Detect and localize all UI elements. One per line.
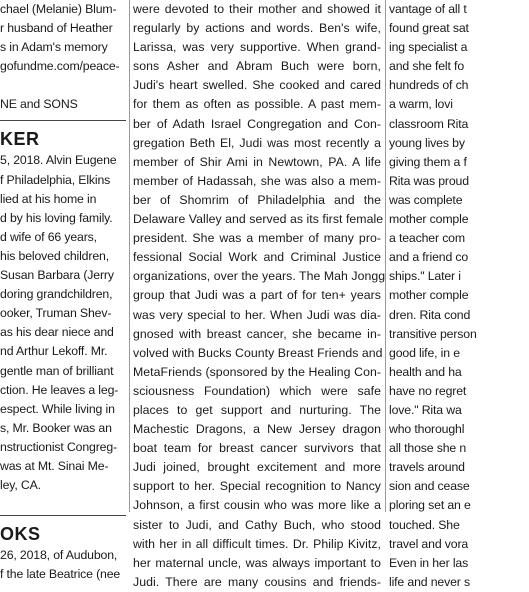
- left-column: [0, 0, 126, 584]
- text-line: dren. Rita cond: [389, 307, 471, 322]
- obituary-body-brooks: [0, 546, 126, 584]
- text-line: touched. She: [389, 517, 460, 532]
- text-line: d wife of 66 years,: [0, 229, 97, 244]
- text-line: Judi joined, brought excitement and more: [133, 460, 381, 475]
- text-line: Susan Barbara (Jerry: [0, 268, 114, 283]
- text-line: Larissa, was very supportive. When grand-: [133, 40, 381, 55]
- text-line: 26, 2018, of Audubon,: [0, 548, 118, 563]
- text-line: ber of Adath Israel Congregation and Con-: [133, 116, 381, 131]
- text-line: 5, 2018. Alvin Eugene: [0, 153, 117, 168]
- text-line: vantage of all t: [389, 2, 467, 16]
- text-line: gnosed with breast cancer, she became in-: [133, 326, 381, 341]
- text-line: found great sat: [389, 21, 469, 36]
- text-line: as his dear niece and: [0, 325, 114, 340]
- text-line: who thoroughl: [389, 422, 465, 437]
- text-line: places to get support and nurturing. The: [133, 402, 381, 417]
- text-line: gregation Beth El, Judi was most recently a: [133, 135, 381, 150]
- text-line: nstructionist Congreg-: [0, 439, 117, 454]
- text-line: sons Asher and Abram Buch were born,: [133, 59, 381, 74]
- text-line: love." Rita wa: [389, 402, 462, 417]
- text-line: gofundme.com/peace-: [0, 59, 120, 74]
- text-line: hundreds of ch: [389, 78, 469, 93]
- text-line: travel and vora: [389, 536, 469, 551]
- middle-column: [133, 0, 386, 592]
- text-line: for them as often as possible. A past mem-: [133, 97, 381, 112]
- text-line: fessional Social Work and Criminal Justice: [133, 250, 381, 265]
- text-line: travels around: [389, 460, 465, 475]
- text-line: her maternal uncle, was always important to: [133, 555, 381, 570]
- text-line: young lives by: [389, 135, 465, 150]
- text-line: member of Hadassah, she was also a mem-: [133, 173, 381, 188]
- text-line: all those she n: [389, 441, 467, 456]
- text-line: f the late Beatrice (nee: [0, 567, 121, 582]
- obituary-heading-brooks: OKS: [0, 524, 41, 545]
- text-line: sister to Judi, and Cathy Buch, who stood: [133, 517, 381, 532]
- text-line: espect. While living in: [0, 401, 115, 416]
- text-line: Johnson, a first cousin who was more like a: [133, 498, 381, 513]
- text-line: was very special to her. When Judi was dia-: [133, 307, 381, 322]
- text-line: classroom Rita: [389, 116, 469, 131]
- text-line: ley, CA.: [0, 478, 41, 493]
- text-line: and a friend co: [389, 250, 469, 265]
- text-line: f Philadelphia, Elkins: [0, 172, 111, 187]
- obituary-heading-booker: KER: [0, 129, 40, 150]
- text-line: support to her. Special recognition to Nancy: [133, 479, 381, 494]
- right-column: [389, 0, 529, 592]
- text-line: his beloved children,: [0, 248, 109, 263]
- text-line: group that Judi was a part of for ten+ years: [133, 288, 381, 303]
- text-line: chael (Melanie) Blum-: [0, 2, 117, 16]
- text-line: doring grandchildren,: [0, 287, 113, 302]
- text-line: mother comple: [389, 288, 469, 303]
- text-line: and she felt fo: [389, 59, 465, 74]
- text-line: a warm, lovi: [389, 97, 453, 112]
- text-line: Judi. There are many cousins and friends-: [133, 574, 381, 589]
- text-line: with her in all difficult times. Dr. Philip Kivitz,: [133, 536, 381, 551]
- text-line: health and ha: [389, 364, 462, 379]
- text-line: organizations, over the years. The Mah Jongg: [133, 269, 386, 284]
- text-line: MetaFriends (sponsored by the Healing Con-: [133, 364, 381, 379]
- text-line: r husband of Heather: [0, 21, 113, 36]
- text-line: Rita was proud: [389, 173, 469, 188]
- text-line: mother comple: [389, 212, 469, 227]
- text-line: ing specialist a: [389, 40, 468, 55]
- text-line: were devoted to their mother and showed it: [133, 2, 381, 16]
- text-line: boat team for breast cancer survivors that: [133, 441, 381, 456]
- text-line: transitive person: [389, 326, 477, 341]
- text-line: volved with Bucks County Breast Friends and: [133, 345, 383, 360]
- text-line: ploring set an e: [389, 498, 471, 513]
- text-line: ooker, Truman Shev-: [0, 306, 112, 321]
- column-divider-left: [129, 0, 130, 512]
- text-line: have no regret: [389, 383, 467, 398]
- left-top-text: [0, 0, 126, 76]
- section-rule: [0, 120, 126, 121]
- text-line: Even in her las: [389, 555, 469, 570]
- text-line: ber of Shomrim of Philadelphia and the: [133, 192, 381, 207]
- text-line: president. She was a member of many pro-: [133, 231, 381, 246]
- text-line: d by his loving family.: [0, 210, 113, 225]
- funeral-home-credit: NE and SONS: [0, 97, 78, 112]
- text-line: lied at his home in: [0, 191, 97, 206]
- text-line: regularly by actions and words. Ben's wife,: [133, 21, 381, 36]
- text-line: life and never s: [389, 574, 470, 589]
- text-line: Judi's heart swelled. She cooked and cared: [133, 78, 381, 93]
- text-line: gentle man of brilliant: [0, 363, 114, 378]
- text-line: s, Mr. Booker was an: [0, 420, 112, 435]
- section-rule: [0, 515, 126, 516]
- text-line: a teacher com: [389, 231, 465, 246]
- text-line: ction. He leaves a leg-: [0, 382, 119, 397]
- column-divider-right: [385, 0, 386, 512]
- text-line: sciousness Foundation) which were safe: [133, 383, 381, 398]
- text-line: giving them a f: [389, 154, 467, 169]
- text-line: member of Shir Ami in Newtown, PA. A life: [133, 154, 381, 169]
- text-line: nd Arthur Lekoff. Mr.: [0, 344, 108, 359]
- text-line: was at Mt. Sinai Me-: [0, 458, 109, 473]
- text-line: sion and cease: [389, 479, 470, 494]
- spacer: [0, 76, 126, 95]
- text-line: good life, in e: [389, 345, 460, 360]
- text-line: Machestic Dragons, a New Jersey dragon: [133, 422, 381, 437]
- text-line: s in Adam's memory: [0, 40, 108, 55]
- text-line: Delaware Valley and served as its first female: [133, 212, 384, 227]
- obituary-body-booker: [0, 151, 126, 495]
- text-line: was complete: [389, 192, 463, 207]
- text-line: ships." Later i: [389, 269, 461, 284]
